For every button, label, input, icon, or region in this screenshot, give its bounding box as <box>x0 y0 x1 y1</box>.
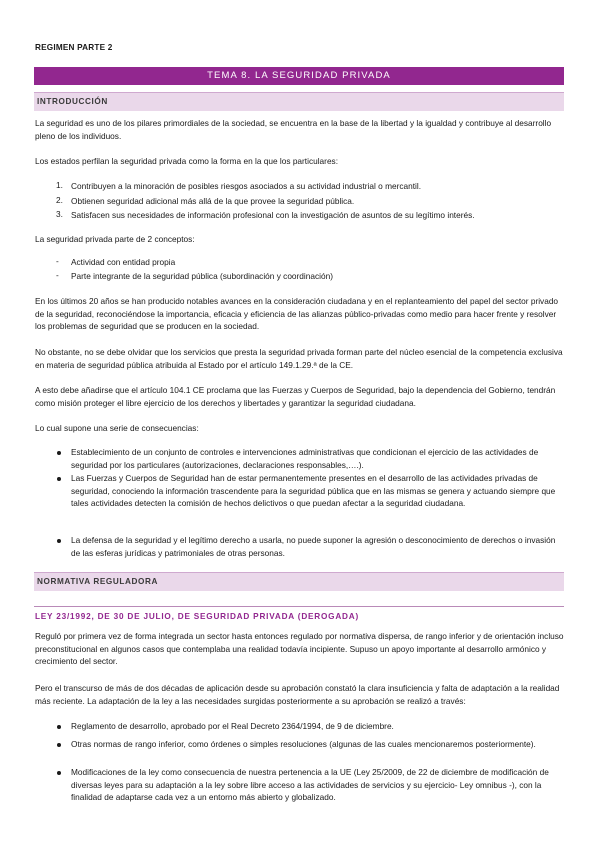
section-heading-introduccion <box>34 92 564 111</box>
list-item: Contribuyen a la minoración de posibles riesgos asociados a su actividad industrial o mercantil. <box>71 181 422 191</box>
list-item: Modificaciones de la ley como consecuencia de nuestra pertenencia a la UE (Ley 25/2009, de 22 de diciembre de modificación de diversas leyes para su adaptación a la ley sobre libre acceso a las actividades de servicios y su ejercicio- Ley omnibus -), con la finalidad de adaptarse cada vez a un entorno más abierto y globalizado. <box>71 767 549 803</box>
bullet-icon <box>57 539 61 543</box>
paragraph: La seguridad es uno de los pilares primordiales de la sociedad, se encuentra en la base de la libertad y la igualdad y contribuye al desarrollo pleno de los individuos. <box>35 118 552 141</box>
section-heading-label: NORMATIVA REGULADORA <box>37 577 159 586</box>
list-number: 2. <box>56 195 63 205</box>
list-number: 1. <box>56 180 63 190</box>
paragraph: La seguridad privada parte de 2 conceptos: <box>35 234 195 244</box>
bullet-icon <box>57 451 61 455</box>
paragraph: Los estados perfilan la seguridad privada como la forma en la que los particulares: <box>35 156 339 166</box>
list-item: Establecimiento de un conjunto de controles e intervenciones administrativas que condicionan el ejercicio de las actividades de seguridad por los particulares (autorizaciones, declaraciones responsables,….). <box>71 447 539 470</box>
bullet-icon <box>57 743 61 747</box>
list-number: 3. <box>56 209 63 219</box>
paragraph: Lo cual supone una serie de consecuencias: <box>35 423 199 433</box>
paragraph: No obstante, no se debe olvidar que los servicios que presta la seguridad privada forman parte del núcleo esencial de la competencia exclusiva en materia de seguridad pública atribuida al Estado por el artículo 149.1.29.ª de la CE. <box>35 347 563 370</box>
list-item: Otras normas de rango inferior, como órdenes o simples resoluciones (algunas de las cuales mencionaremos posteriormente). <box>71 739 536 749</box>
list-dash: - <box>56 256 59 266</box>
section-heading-normativa <box>34 572 564 591</box>
list-item: Actividad con entidad propia <box>71 257 176 267</box>
list-dash: - <box>56 270 59 280</box>
list-item: Parte integrante de la seguridad pública (subordinación y coordinación) <box>71 271 333 281</box>
list-item: Obtienen seguridad adicional más allá de la que provee la seguridad pública. <box>71 196 355 206</box>
list-item: Las Fuerzas y Cuerpos de Seguridad han de estar permanentemente presentes en el desarrollo de las actividades privadas de seguridad, conociendo la información trascendente para la seguridad pública que en las mismas se genera y actuando siempre que tales actividades detecten la comisión de hechos delictivos o que puedan afectar a la seguridad ciudadana. <box>71 473 556 509</box>
chapter-title-banner: TEMA 8. LA SEGURIDAD PRIVADA <box>34 67 564 85</box>
subsection-divider <box>34 606 564 607</box>
paragraph: Reguló por primera vez de forma integrada un sector hasta entonces regulado por normativa dispersa, de rango inferior y de orientación incluso preconstitucional en algunos casos que contemplaba una realidad todavía incipiente. Supuso un apoyo importante al desarrollo armónico y crecimiento del sector. <box>35 631 564 667</box>
paragraph: A esto debe añadirse que el artículo 104.1 CE proclama que las Fuerzas y Cuerpos de Seguridad, bajo la dependencia del Gobierno, tendrán como misión proteger el libre ejercicio de los derechos y libertades y garantizar la seguridad ciudadana. <box>35 385 556 408</box>
paragraph: En los últimos 20 años se han producido notables avances en la consideración ciudadana y en el replanteamiento del papel del sector privado de la seguridad, reconociéndose la importancia, eficacia y eficiencia de las alianzas público-privadas como medio para hacer frente y resolver los problemas de seguridad que se producen en la sociedad. <box>35 296 559 332</box>
paragraph: Pero el transcurso de más de dos décadas de aplicación desde su aprobación constató la clara insuficiencia y falta de adaptación a la realidad más reciente. La adaptación de la ley a las necesidades surgidas posteriormente a su aprobación se realizó a través: <box>35 683 560 706</box>
document-header: REGIMEN PARTE 2 <box>35 43 113 52</box>
bullet-icon <box>57 477 61 481</box>
list-item: Reglamento de desarrollo, aprobado por el Real Decreto 2364/1994, de 9 de diciembre. <box>71 721 394 731</box>
subsection-heading: LEY 23/1992, DE 30 DE JULIO, DE SEGURIDAD PRIVADA (DEROGADA) <box>35 612 360 621</box>
list-item: Satisfacen sus necesidades de información profesional con la investigación de asuntos de su legítimo interés. <box>71 210 475 220</box>
list-item: La defensa de la seguridad y el legítimo derecho a usarla, no puede suponer la agresión o desconocimiento de derechos o invasión de las esferas jurídicas y patrimoniales de otras personas. <box>71 535 556 558</box>
bullet-icon <box>57 771 61 775</box>
bullet-icon <box>57 725 61 729</box>
section-heading-label: INTRODUCCIÓN <box>37 97 108 106</box>
